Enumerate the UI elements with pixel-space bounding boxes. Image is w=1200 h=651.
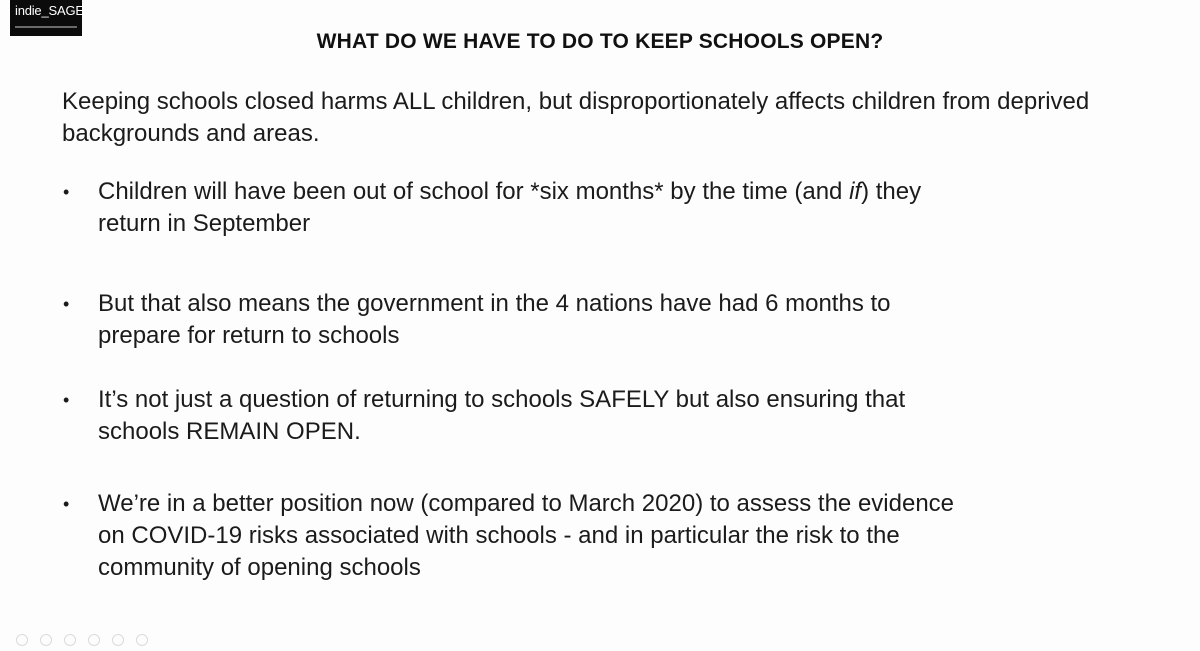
bullet-line: on COVID-19 risks associated with schools - and in particular the risk to the — [98, 522, 900, 549]
more-icon[interactable] — [136, 634, 148, 646]
bullet-dot: • — [63, 182, 70, 202]
bullet-item-government — [60, 288, 1060, 352]
logo-underline — [15, 26, 77, 28]
bullet-dot: • — [63, 494, 70, 514]
zoom-icon[interactable] — [88, 634, 100, 646]
bullet-dot: • — [63, 294, 70, 314]
bullet-line: It’s not just a question of returning to schools SAFELY but also ensuring that — [98, 386, 906, 413]
bullet-line: Children will have been out of school for *six months* by the time (and if) they — [98, 178, 922, 205]
bullet-item-evidence — [60, 488, 1060, 584]
copy-icon[interactable] — [64, 634, 76, 646]
logo-text: indie_SAGE — [15, 3, 84, 18]
menu-icon[interactable] — [112, 634, 124, 646]
bullet-item-six-months — [60, 176, 1060, 240]
pointer-icon[interactable] — [16, 634, 28, 646]
bullet-line: return in September — [98, 210, 311, 237]
intro-paragraph: Keeping schools closed harms ALL children, but disproportionately affects children from deprived backgrounds and areas. — [62, 88, 1090, 147]
pen-icon[interactable] — [40, 634, 52, 646]
bullet-line: But that also means the government in the 4 nations have had 6 months to — [98, 290, 891, 317]
bullet-line: schools REMAIN OPEN. — [98, 418, 361, 445]
bullet-line: community of opening schools — [98, 554, 421, 581]
slideshow-toolbar — [16, 634, 148, 646]
bullet-dot: • — [63, 390, 70, 410]
bullet-list — [60, 176, 1060, 584]
bullet-line: prepare for return to schools — [98, 322, 400, 349]
bullet-item-safely — [60, 384, 1060, 448]
bullet-line: We’re in a better position now (compared to March 2020) to assess the evidence — [98, 490, 955, 517]
slide-title: WHAT DO WE HAVE TO DO TO KEEP SCHOOLS OPEN? — [316, 30, 884, 53]
